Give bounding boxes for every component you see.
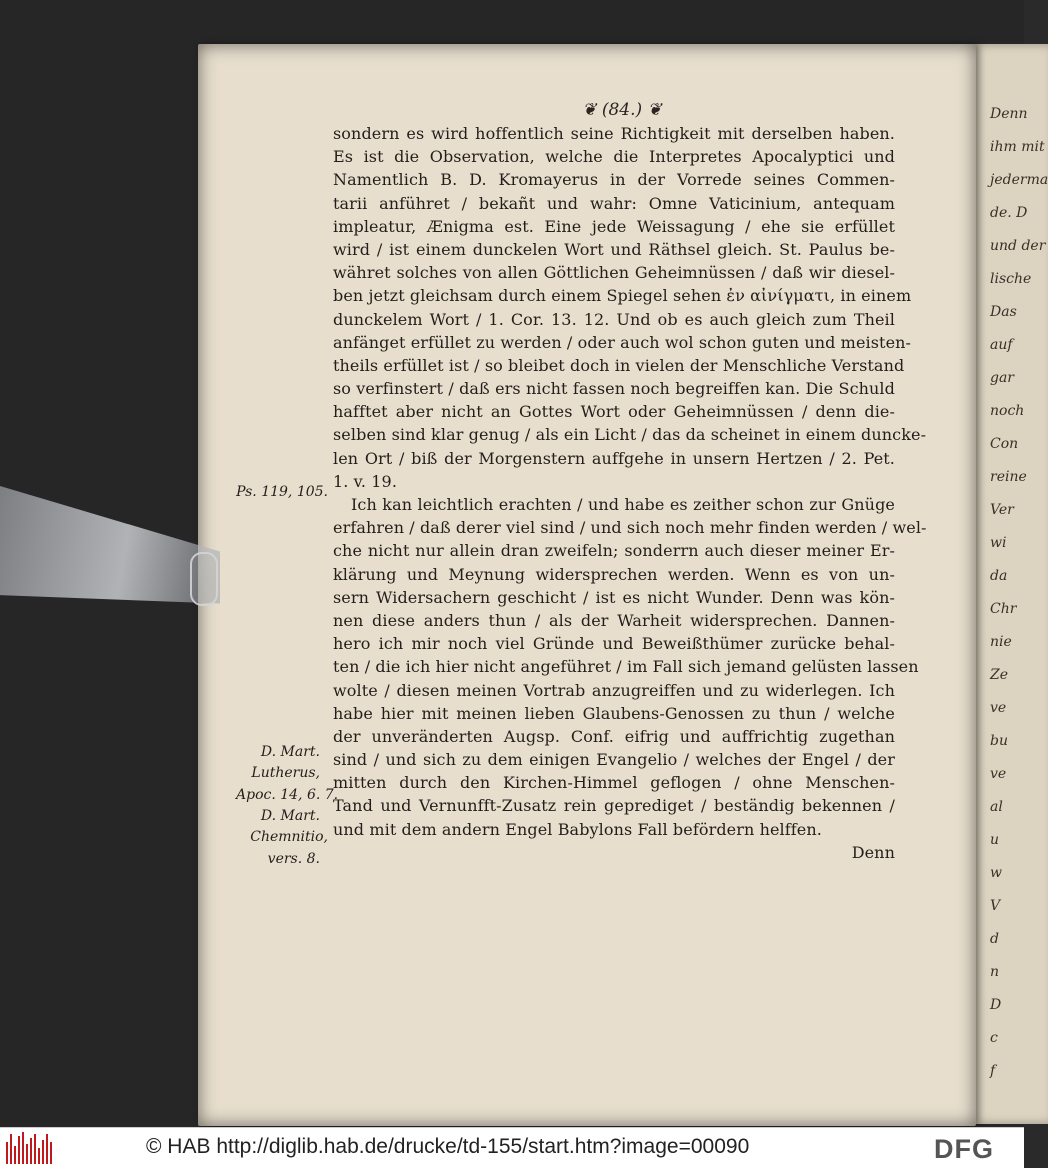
text-line: habe hier mit meinen lieben Glaubens-Genossen zu thun / welche xyxy=(333,703,895,723)
text-line: selben sind klar genug / als ein Licht / das da scheinet in einem duncke- xyxy=(333,425,927,445)
facing-page-fragment: wi xyxy=(990,535,1007,551)
facing-page-fragment: ve xyxy=(990,700,1007,716)
facing-page-fragment: d xyxy=(990,931,999,947)
text-line: ben jetzt gleichsam durch einem Spiegel sehen ἐν αἰνίγματι, in einem xyxy=(333,286,912,306)
text-line: tarii anführet / bekañt und wahr: Omne Vaticinium, antequam xyxy=(333,193,895,213)
facing-page-fragment: da xyxy=(990,568,1008,584)
text-line: Namentlich B. D. Kromayerus in der Vorrede seines Commen- xyxy=(333,170,895,190)
marginal-note: Lutherus, xyxy=(251,765,320,781)
scanner-reflector xyxy=(0,480,220,610)
text-line: 1. v. 19. xyxy=(333,471,398,491)
text-line: so verfinstert / daß ers nicht fassen noch begreiffen kan. Die Schuld xyxy=(333,379,895,399)
text-line: sern Widersachern geschicht / ist es nicht Wunder. Denn was kön- xyxy=(333,587,895,607)
facing-page-fragment: Chr xyxy=(990,601,1017,617)
facing-page-fragment: Ze xyxy=(990,667,1009,683)
facing-page-fragment: al xyxy=(990,799,1003,815)
scanner-reflector-tip xyxy=(190,552,218,606)
footer-bar xyxy=(0,1127,1024,1168)
body-text xyxy=(333,122,927,864)
marginal-note: D. Mart. xyxy=(260,744,320,760)
text-line: dunckelem Wort / 1. Cor. 13. 12. Und ob es auch gleich zum Theil xyxy=(333,309,895,329)
facing-page-fragment: ve xyxy=(990,766,1007,782)
facing-page-fragment: V xyxy=(990,898,1001,914)
text-line: hero ich mir noch viel Gründe und Beweißthümer zurücke behal- xyxy=(333,634,895,654)
text-line: wolte / diesen meinen Vortrab anzugreiffen und zu widerlegen. Ich xyxy=(333,680,895,700)
text-line: mitten durch den Kirchen-Himmel geflogen / ohne Menschen- xyxy=(333,773,895,793)
facing-page-fragment: ihm mit xyxy=(990,139,1045,155)
text-line: und mit dem andern Engel Babylons Fall befördern helffen. xyxy=(333,819,822,839)
facing-page-fragment: noch xyxy=(990,403,1025,419)
facing-page-fragment: gar xyxy=(990,370,1015,386)
facing-page-fragment: de. D xyxy=(990,205,1028,221)
facing-page-fragment: f xyxy=(990,1063,996,1079)
facing-page-fragment: bu xyxy=(990,733,1008,749)
facing-page-fragment: Das xyxy=(990,304,1017,320)
marginal-note: D. Mart. xyxy=(260,808,320,824)
facing-page xyxy=(966,44,1048,1124)
text-line: sondern es wird hoffentlich seine Richtigkeit mit derselben haben. xyxy=(333,124,895,143)
text-line: nen diese anders thun / als der Warheit widersprechen. Dannen- xyxy=(333,610,895,630)
text-line: Denn xyxy=(851,842,895,862)
text-line: der unveränderten Augsp. Conf. eifrig und auffrichtig zugethan xyxy=(333,726,895,746)
marginal-note: vers. 8. xyxy=(267,851,320,867)
facing-page-fragment: Con xyxy=(990,436,1019,452)
text-line: Es ist die Observation, welche die Interpretes Apocalyptici und xyxy=(333,147,895,167)
facing-page-fragment: c xyxy=(990,1030,998,1046)
text-line: wird / ist einem dunckelen Wort und Räthsel gleich. St. Paulus be- xyxy=(333,239,895,259)
facing-page-fragment: nie xyxy=(990,634,1012,650)
page-header: ❦ (84.) ❦ xyxy=(582,100,662,120)
facing-page-fragment: n xyxy=(990,964,1000,980)
facing-page-fragment: Ver xyxy=(990,502,1014,518)
facing-page-fragment: reine xyxy=(990,469,1027,485)
facing-page-fragment: u xyxy=(990,832,1000,848)
text-line: len Ort / biß der Morgenstern auffgehe in unsern Hertzen / 2. Pet. xyxy=(333,448,895,468)
text-line: sind / und sich zu dem einigen Evangelio / welches der Engel / der xyxy=(333,750,895,770)
facing-page-fragment: lische xyxy=(990,271,1032,287)
facing-page-fragment: D xyxy=(990,997,1002,1013)
text-line: klärung und Meynung widersprechen werden. Wenn es von un- xyxy=(333,564,895,584)
text-line: erfahren / daß derer viel sind / und sich noch mehr finden werden / wel- xyxy=(333,518,927,538)
facing-page-fragment: Denn xyxy=(990,106,1028,122)
facing-page-fragment: und der xyxy=(990,238,1046,254)
dfg-logo[interactable]: DFG xyxy=(934,1134,994,1164)
text-line: impleatur, Ænigma est. Eine jede Weissagung / ehe sie erfüllet xyxy=(333,216,895,236)
text-line: hafftet aber nicht an Gottes Wort oder Geheimnüssen / denn die- xyxy=(333,402,895,422)
text-line: che nicht nur allein dran zweifeln; sonderrn auch dieser meiner Er- xyxy=(333,541,895,561)
marginal-note: Apoc. 14, 6. 7. xyxy=(236,787,339,803)
marginal-note: Chemnitio, xyxy=(250,829,328,845)
text-line: anfänget erfüllet zu werden / oder auch wol schon guten und meisten- xyxy=(333,332,912,352)
text-line: Tand und Vernunfft-Zusatz rein geprediget / beständig bekennen / xyxy=(333,796,895,816)
facing-page-fragment: jederma xyxy=(990,172,1048,188)
hab-logo-icon[interactable] xyxy=(6,1132,52,1164)
copyright-link[interactable]: © HAB http://diglib.hab.de/drucke/td-155/start.htm?image=00090 xyxy=(146,1135,750,1158)
text-line: währet solches von allen Göttlichen Geheimnüssen / daß wir diesel- xyxy=(333,263,895,283)
text-line: theils erfüllet ist / so bleibet doch in vielen der Menschliche Verstand xyxy=(333,355,905,375)
facing-page-fragment: w xyxy=(990,865,1002,881)
text-line: Ich kan leichtlich erachten / und habe es zeither schon zur Gnüge xyxy=(351,495,895,514)
facing-page-fragment: auf xyxy=(990,337,1013,353)
marginal-note: Ps. 119, 105. xyxy=(236,484,328,500)
text-line: ten / die ich hier nicht angeführet / im Fall sich jemand gelüsten lassen xyxy=(333,657,919,677)
